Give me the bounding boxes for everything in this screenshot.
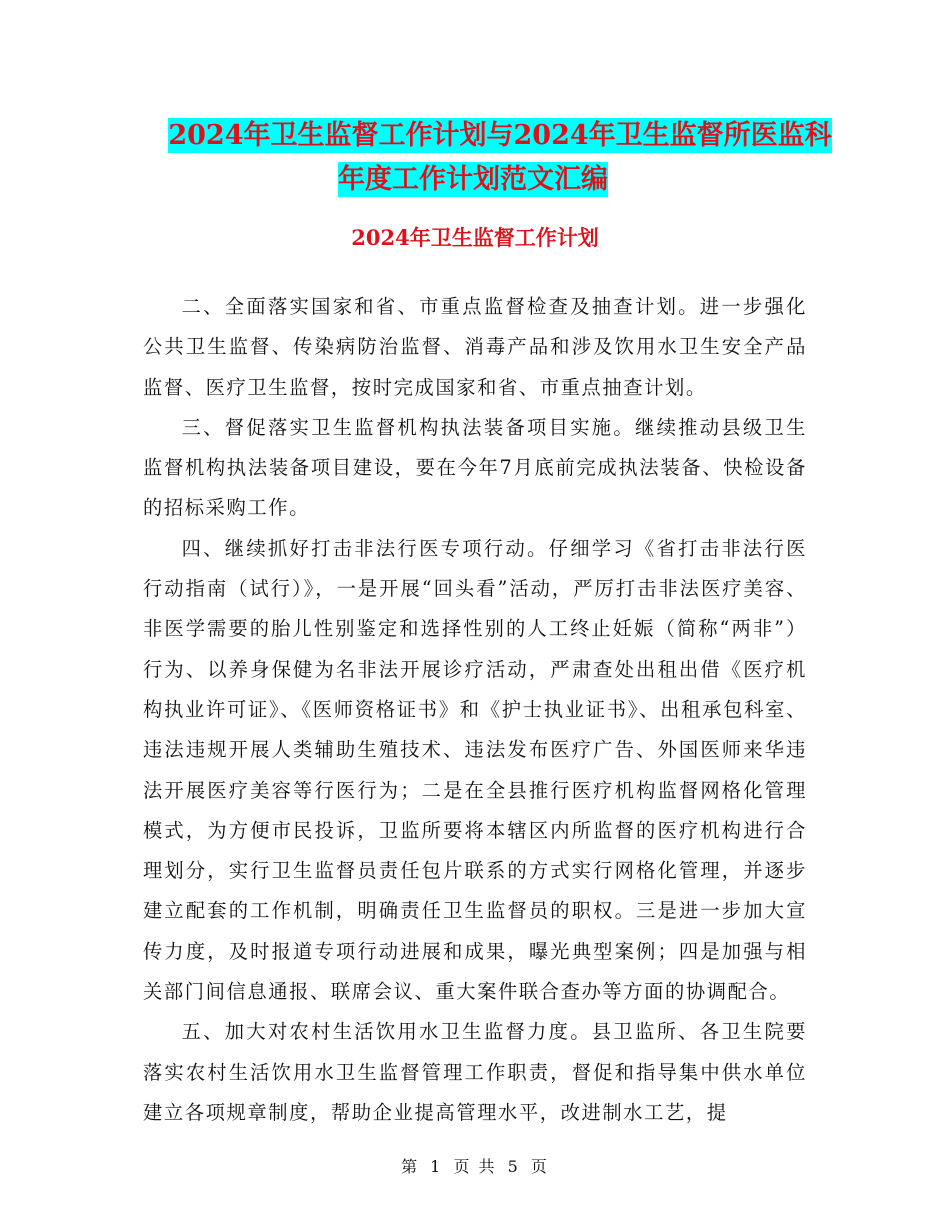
footer-page-number: 1 bbox=[430, 1157, 443, 1176]
document-title-line-1-text: 2024年卫生监督工作计划与2024年卫生监督所医监科 bbox=[168, 120, 832, 151]
footer-prefix: 第 bbox=[401, 1157, 420, 1176]
footer-middle: 页 共 bbox=[453, 1157, 497, 1176]
document-body bbox=[143, 287, 807, 1133]
document-title-line-1 bbox=[25, 113, 950, 152]
paragraph: 四、继续抓好打击非法行医专项行动。仔细学习《省打击非法行医行动指南（试行）》，一是开展“回头看”活动，严厉打击非法医疗美容、非医学需要的胎儿性别鉴定和选择性别的人工终止妊娠（简称“两非”）行为、以养身保健为名非法开展诊疗活动，严肃查处出租出借《医疗机构执业许可证》、《医师资格证书》和《护士执业证书》、出租承包科室、违法违规开展人类辅助生殖技术、违法发布医疗广告、外国医师来华违法开展医疗美容等行医行为；二是在全县推行医疗机构监督网格化管理模式，为方便市民投诉，卫监所要将本辖区内所监督的医疗机构进行合理划分，实行卫生监督员责任包片联系的方式实行网格化管理，并逐步建立配套的工作机制，明确责任卫生监督员的职权。三是进一步加大宣传力度，及时报道专项行动进展和成果，曝光典型案例；四是加强与相关部门间信息通报、联席会议、重大案件联合查办等方面的协调配合。 bbox=[143, 536, 807, 1004]
paragraph: 三、督促落实卫生监督机构执法装备项目实施。继续推动县级卫生监督机构执法装备项目建设，要在今年7月底前完成执法装备、快检设备的招标采购工作。 bbox=[143, 415, 807, 520]
page-footer bbox=[0, 1154, 950, 1177]
paragraph: 二、全面落实国家和省、市重点监督检查及抽查计划。进一步强化公共卫生监督、传染病防治监督、消毒产品和涉及饮用水卫生安全产品监督、医疗卫生监督，按时完成国家和省、市重点抽查计划。 bbox=[143, 295, 807, 399]
document-title-line-2 bbox=[0, 157, 948, 196]
document-title-line-2-text: 年度工作计划范文汇编 bbox=[338, 164, 608, 195]
paragraph: 五、加大对农村生活饮用水卫生监督力度。县卫监所、各卫生院要落实农村生活饮用水卫生监督管理工作职责，督促和指导集中供水单位建立各项规章制度，帮助企业提高管理水平，改进制水工艺，提 bbox=[143, 1020, 807, 1124]
section-title: 2024年卫生监督工作计划 bbox=[351, 225, 599, 250]
footer-suffix: 页 bbox=[530, 1157, 549, 1176]
footer-total-pages: 5 bbox=[507, 1157, 520, 1176]
